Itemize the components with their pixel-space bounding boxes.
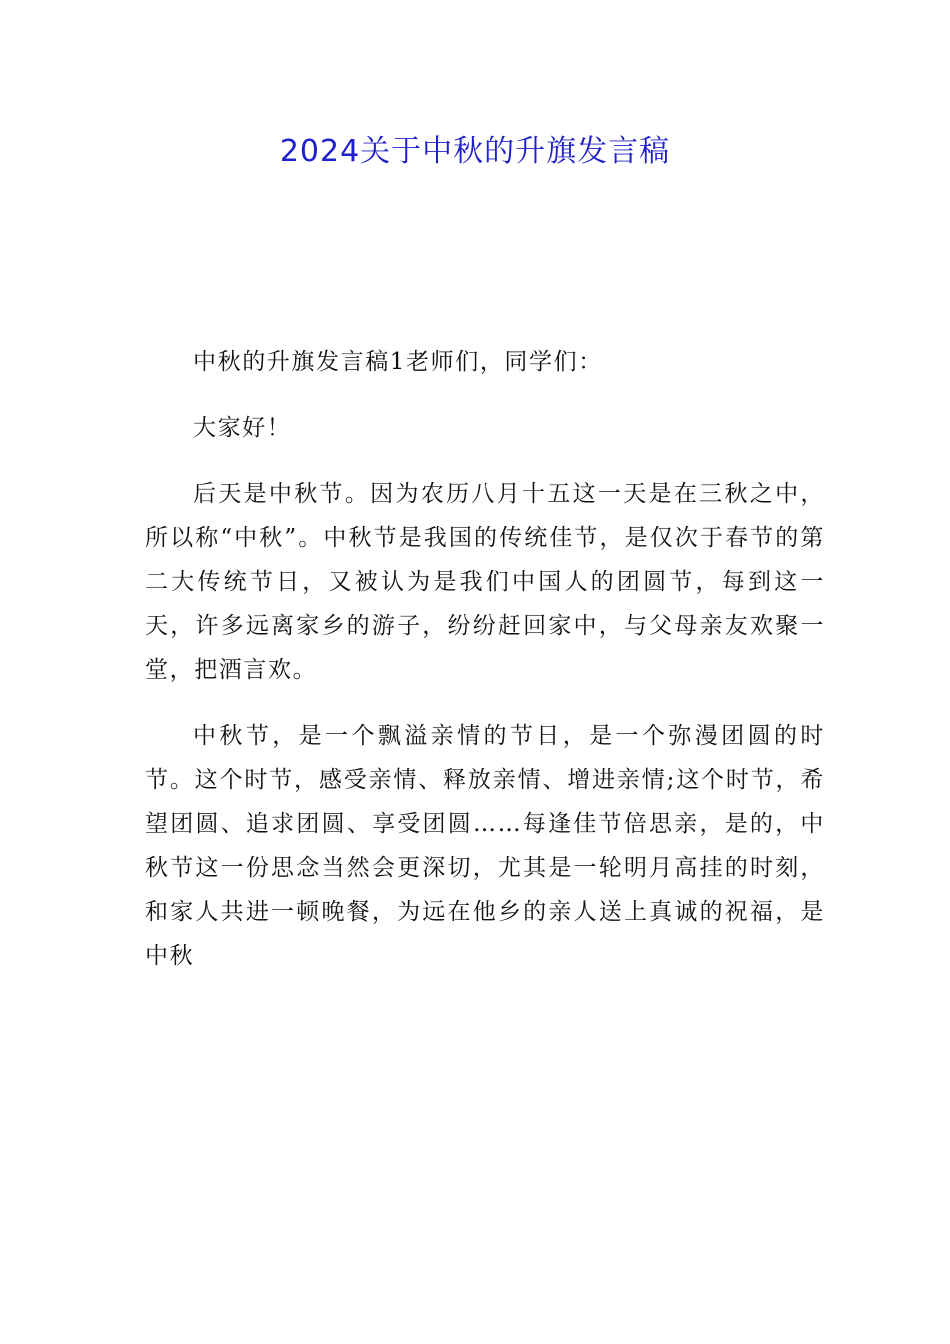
document-title: 2024关于中秋的升旗发言稿: [279, 134, 671, 169]
paragraph-greeting-line: 中秋的升旗发言稿1老师们，同学们：: [193, 349, 603, 375]
paragraph-family-reunion: 中秋节，是一个飘溢亲情的节日，是一个弥漫团圆的时节。这个时节，感受亲情、释放亲情、增进亲情;这个时节，希望团圆、追求团圆、享受团圆……每逢佳节倍思亲，是的，中秋节这一份思念当然会更深切，尤其是一轮明月高挂的时刻，和家人共进一顿晚餐，为远在他乡的亲人送上真诚的祝福，是中秋: [145, 723, 825, 969]
document-body: [145, 340, 825, 1000]
paragraph-salutation: 大家好！: [193, 415, 292, 441]
paragraph-mid-autumn-intro: 后天是中秋节。因为农历八月十五这一天是在三秋之中，所以称“中秋”。中秋节是我国的传统佳节，是仅次于春节的第二大传统节日，又被认为是我们中国人的团圆节，每到这一天，许多远离家乡的游子，纷纷赶回家中，与父母亲友欢聚一堂，把酒言欢。: [145, 481, 825, 683]
